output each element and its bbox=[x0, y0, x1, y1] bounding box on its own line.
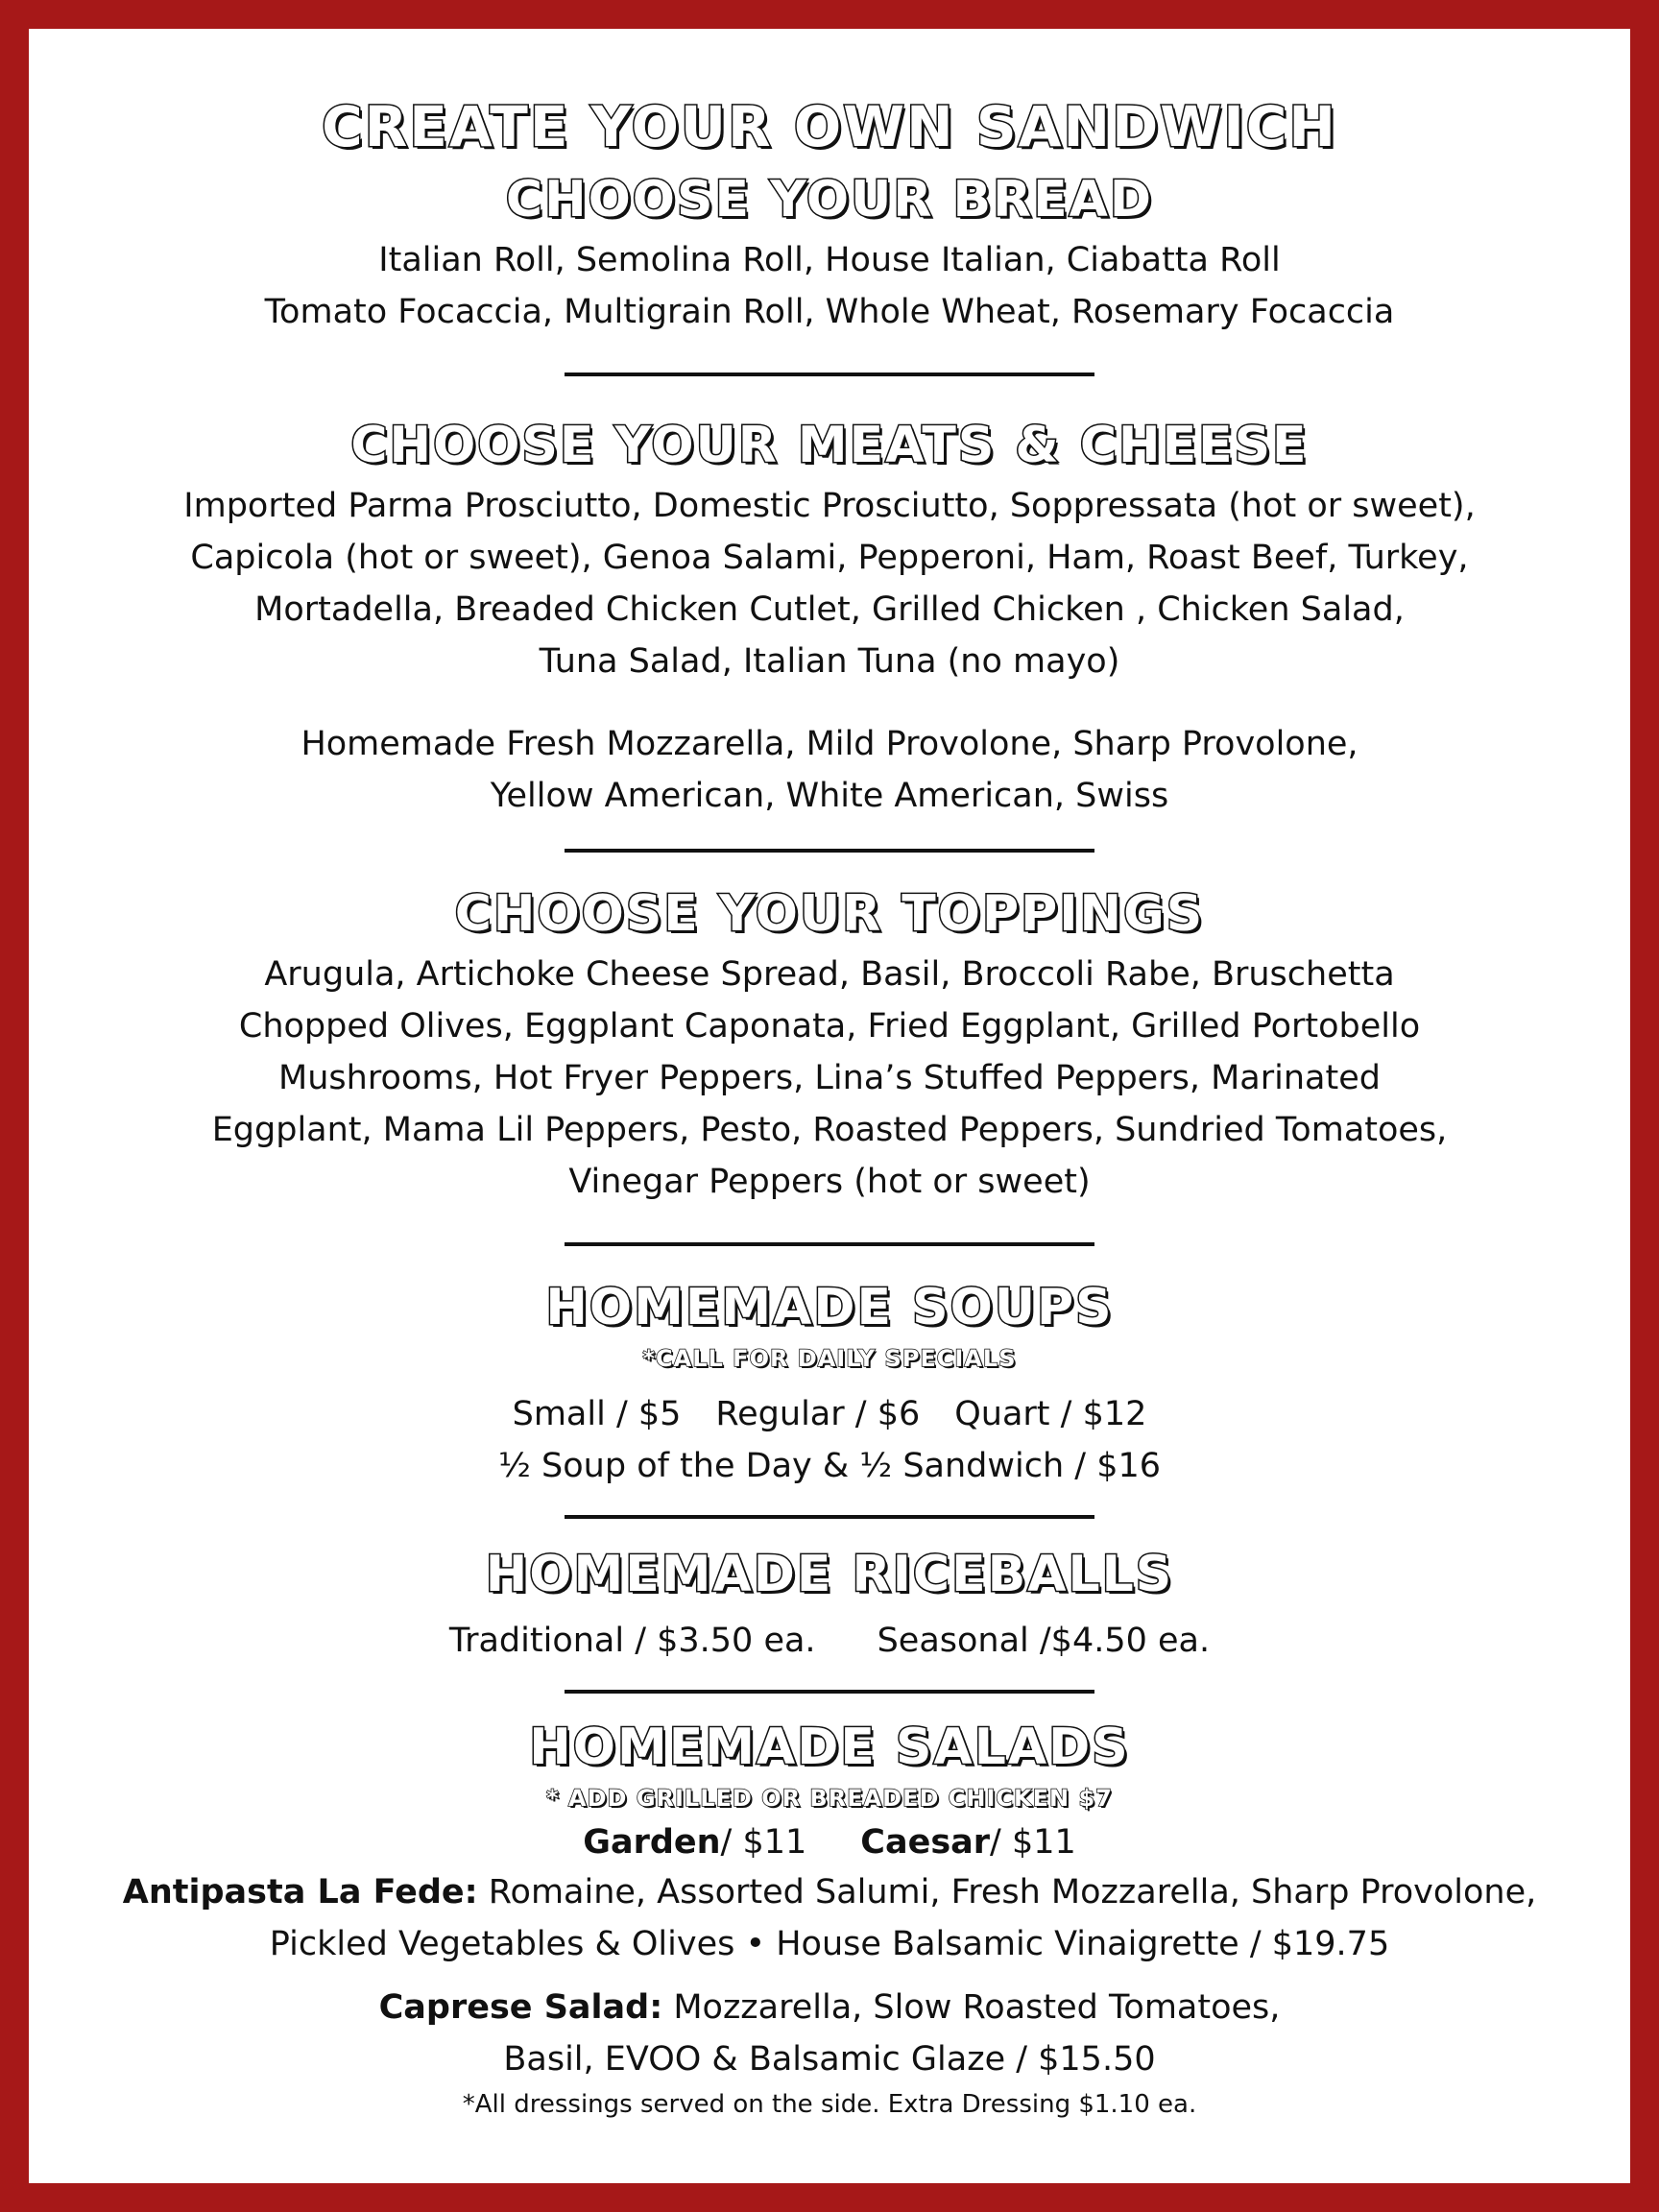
bread-list bbox=[29, 234, 1630, 338]
caprese-salad bbox=[29, 1982, 1630, 2085]
salad-simple-prices bbox=[29, 1818, 1630, 1866]
dressing-footnote: *All dressings served on the side. Extra Dressing $1.10 ea. bbox=[462, 2090, 1197, 2119]
toppings-line: Mushrooms, Hot Fryer Peppers, Lina’s Stuffed Peppers, Marinated bbox=[278, 1059, 1381, 1097]
caprese-salad-name: Caprese Salad: bbox=[378, 1988, 663, 2027]
antipasta-salad-desc: Romaine, Assorted Salumi, Fresh Mozzarella, Sharp Provolone, bbox=[477, 1873, 1537, 1911]
soups-heading: HOMEMADE SOUPS bbox=[545, 1279, 1114, 1336]
soup-prices bbox=[29, 1388, 1630, 1440]
riceball-prices bbox=[29, 1615, 1630, 1667]
soup-price-quart: Quart / $12 bbox=[954, 1395, 1147, 1433]
menu-page bbox=[29, 29, 1630, 2122]
toppings-list bbox=[29, 949, 1630, 1208]
soup-price-regular: Regular / $6 bbox=[715, 1395, 921, 1433]
soup-sandwich-combo: ½ Soup of the Day & ½ Sandwich / $16 bbox=[497, 1447, 1162, 1485]
riceball-price-seasonal: Seasonal /$4.50 ea. bbox=[877, 1622, 1211, 1660]
garden-salad-price: / $11 bbox=[720, 1823, 807, 1862]
caprese-salad-desc: Mozzarella, Slow Roasted Tomatoes, bbox=[662, 1988, 1281, 2027]
garden-salad-name: Garden bbox=[583, 1823, 721, 1862]
meats-heading: CHOOSE YOUR MEATS & CHEESE bbox=[350, 417, 1309, 474]
meats-line: Capicola (hot or sweet), Genoa Salami, Pepperoni, Ham, Roast Beef, Turkey, bbox=[190, 539, 1469, 577]
toppings-line: Chopped Olives, Eggplant Caponata, Fried Eggplant, Grilled Portobello bbox=[238, 1007, 1421, 1046]
antipasta-salad-name: Antipasta La Fede: bbox=[122, 1873, 478, 1911]
riceballs-heading: HOMEMADE RICEBALLS bbox=[485, 1546, 1174, 1603]
caesar-salad-price: / $11 bbox=[990, 1823, 1076, 1862]
soups-note: *CALL FOR DAILY SPECIALS bbox=[642, 1345, 1017, 1372]
meats-line: Tuna Salad, Italian Tuna (no mayo) bbox=[539, 642, 1120, 681]
cheese-line: Homemade Fresh Mozzarella, Mild Provolone, Sharp Provolone, bbox=[301, 725, 1358, 763]
bread-heading: CHOOSE YOUR BREAD bbox=[505, 171, 1154, 228]
bread-line: Italian Roll, Semolina Roll, House Italian, Ciabatta Roll bbox=[378, 241, 1281, 279]
riceball-price-traditional: Traditional / $3.50 ea. bbox=[448, 1622, 816, 1660]
toppings-line: Vinegar Peppers (hot or sweet) bbox=[568, 1163, 1091, 1201]
toppings-line: Arugula, Artichoke Cheese Spread, Basil, Broccoli Rabe, Bruschetta bbox=[264, 955, 1395, 994]
meats-line: Mortadella, Breaded Chicken Cutlet, Grilled Chicken , Chicken Salad, bbox=[254, 590, 1405, 629]
antipasta-salad bbox=[29, 1866, 1630, 1970]
meats-line: Imported Parma Prosciutto, Domestic Prosciutto, Soppressata (hot or sweet), bbox=[183, 487, 1476, 525]
salads-heading: HOMEMADE SALADS bbox=[529, 1719, 1130, 1776]
meats-list bbox=[29, 480, 1630, 687]
toppings-heading: CHOOSE YOUR TOPPINGS bbox=[454, 885, 1205, 943]
soup-price-small: Small / $5 bbox=[512, 1395, 682, 1433]
cheese-line: Yellow American, White American, Swiss bbox=[490, 777, 1169, 815]
caprese-salad-desc-2: Basil, EVOO & Balsamic Glaze / $15.50 bbox=[503, 2040, 1156, 2079]
cheese-list bbox=[29, 718, 1630, 822]
caesar-salad-name: Caesar bbox=[860, 1823, 991, 1862]
page-title: CREATE YOUR OWN SANDWICH bbox=[322, 94, 1337, 159]
bread-line: Tomato Focaccia, Multigrain Roll, Whole Wheat, Rosemary Focaccia bbox=[264, 293, 1395, 331]
antipasta-salad-desc-2: Pickled Vegetables & Olives • House Balsamic Vinaigrette / $19.75 bbox=[269, 1925, 1390, 1963]
salads-note: * ADD GRILLED OR BREADED CHICKEN $7 bbox=[546, 1785, 1113, 1812]
toppings-line: Eggplant, Mama Lil Peppers, Pesto, Roasted Peppers, Sundried Tomatoes, bbox=[211, 1111, 1448, 1149]
